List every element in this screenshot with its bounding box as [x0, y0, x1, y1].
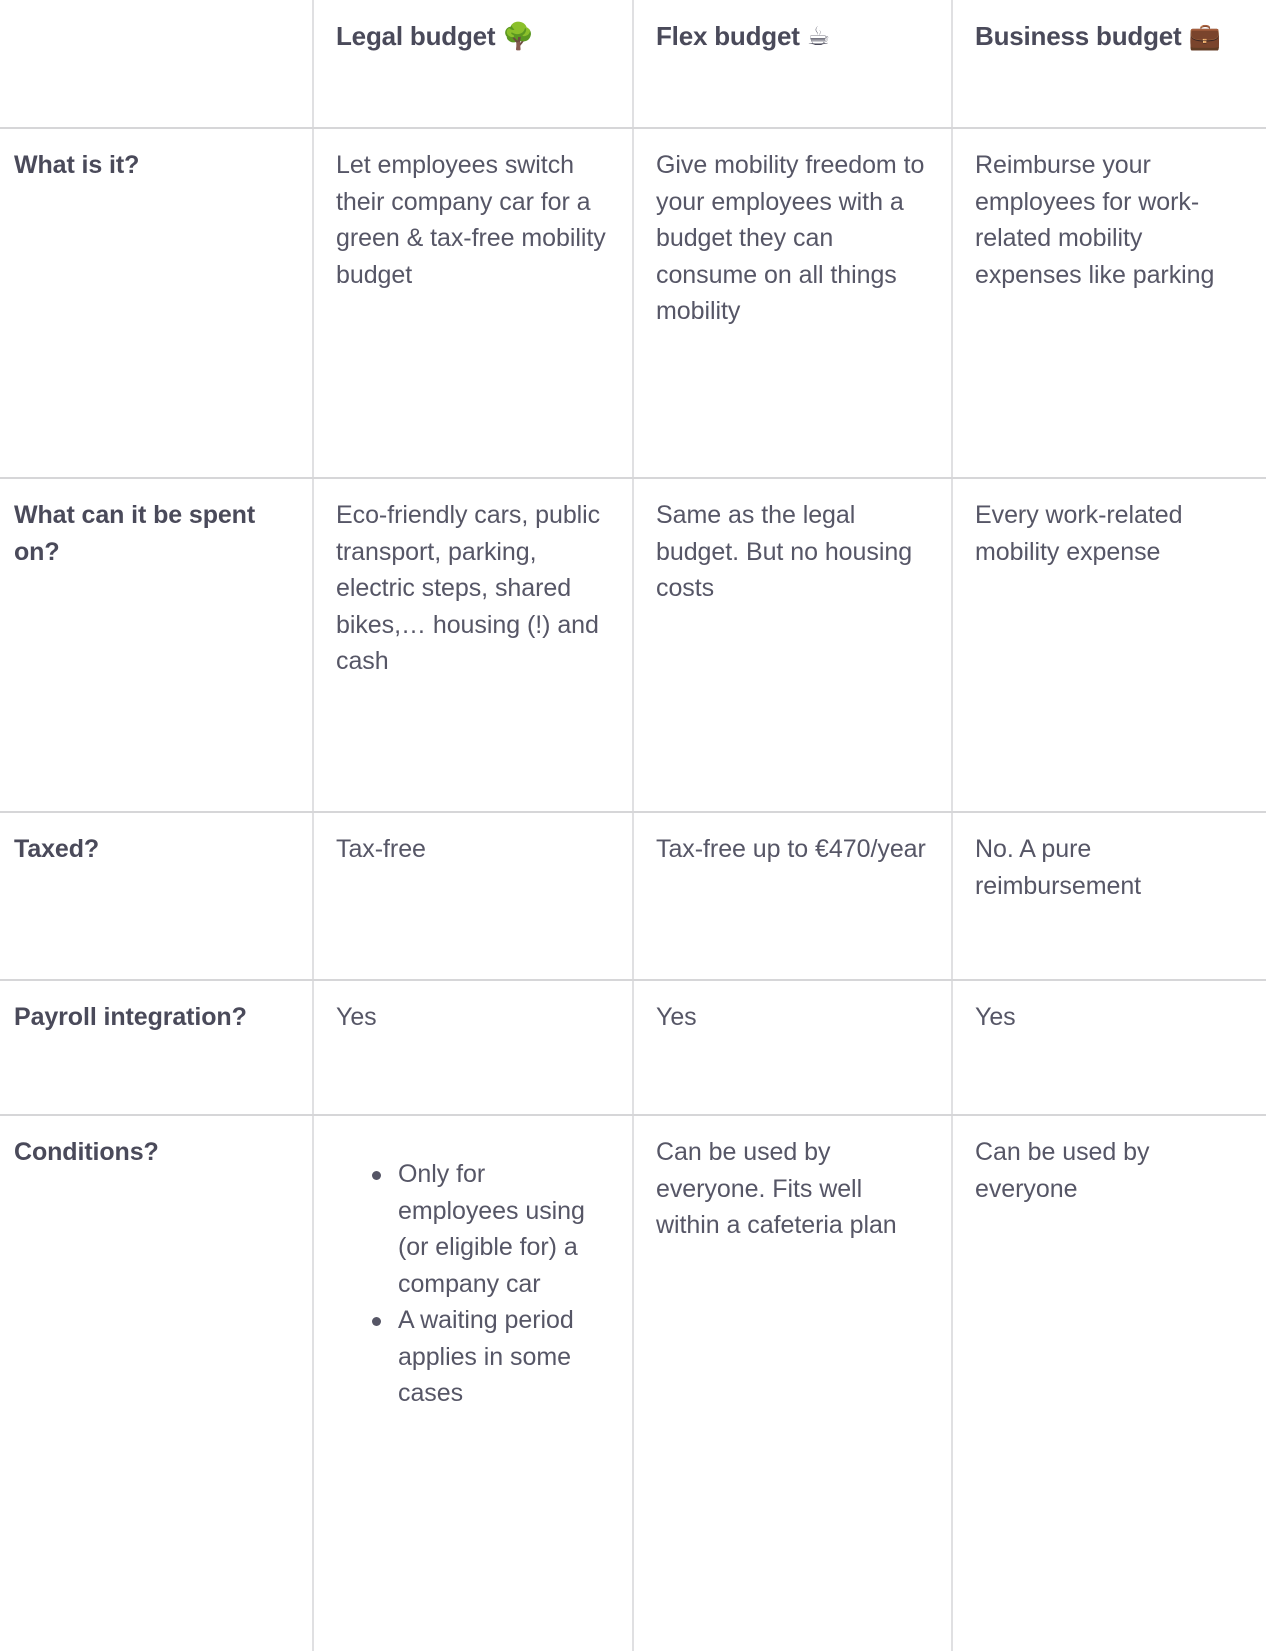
cell-payroll-legal [313, 980, 633, 1115]
row-label-payroll-integration: Payroll integration? [0, 980, 313, 1115]
list-item: Only for employees using (or eligible for) a company car [398, 1156, 610, 1302]
cell-text: Tax-free up to €470/year [656, 835, 926, 863]
cell-text: Every work-related mobility expense [975, 501, 1183, 566]
conditions-bullet-list [336, 1156, 610, 1412]
cell-spent-on-legal [313, 478, 633, 812]
header-label-business-budget: Business budget [975, 21, 1182, 51]
header-label-flex-budget: Flex budget [656, 21, 800, 51]
cell-taxed-business [952, 812, 1266, 980]
cell-taxed-flex [633, 812, 952, 980]
cell-taxed-legal [313, 812, 633, 980]
cell-what-is-it-legal [313, 128, 633, 478]
cell-text: Give mobility freedom to your employees with a budget they can consume on all things mobility [656, 151, 925, 325]
row-label-spent-on: What can it be spent on? [0, 478, 313, 812]
cell-text: Let employees switch their company car for a green & tax-free mobility budget [336, 151, 606, 289]
cell-spent-on-business [952, 478, 1266, 812]
cell-text: Eco-friendly cars, public transport, parking, electric steps, shared bikes,… housing (!) and cash [336, 501, 601, 675]
row-label-conditions: Conditions? [0, 1115, 313, 1651]
cell-text: No. A pure reimbursement [975, 835, 1142, 900]
table-row [0, 478, 1266, 812]
header-label-legal-budget: Legal budget [336, 21, 496, 51]
cell-text: Yes [656, 1003, 697, 1031]
cell-text: Tax-free [336, 835, 426, 863]
cell-text: Yes [336, 1003, 377, 1031]
row-label-what-is-it: What is it? [0, 128, 313, 478]
table-row [0, 980, 1266, 1115]
cell-text: Can be used by everyone. Fits well within a cafeteria plan [656, 1138, 897, 1239]
tree-icon: 🌳 [502, 21, 535, 51]
briefcase-icon: 💼 [1188, 21, 1221, 51]
cell-conditions-legal [313, 1115, 633, 1651]
table-header-row [0, 0, 1266, 128]
coffee-cup-icon: ☕ [806, 21, 830, 51]
cell-conditions-business [952, 1115, 1266, 1651]
cell-text: Yes [975, 1003, 1016, 1031]
row-label-taxed: Taxed? [0, 812, 313, 980]
table-row [0, 128, 1266, 478]
header-cell-legal-budget [313, 0, 633, 128]
cell-payroll-business [952, 980, 1266, 1115]
cell-text: Reimburse your employees for work-related mobility expenses like parking [975, 151, 1215, 289]
table-row [0, 1115, 1266, 1651]
cell-what-is-it-business [952, 128, 1266, 478]
header-cell-business-budget [952, 0, 1266, 128]
cell-what-is-it-flex [633, 128, 952, 478]
list-item: A waiting period applies in some cases [398, 1302, 610, 1412]
table-row [0, 812, 1266, 980]
cell-text: Same as the legal budget. But no housing costs [656, 501, 913, 602]
cell-spent-on-flex [633, 478, 952, 812]
cell-text: Can be used by everyone [975, 1138, 1150, 1203]
cell-conditions-flex [633, 1115, 952, 1651]
header-cell-empty [0, 0, 313, 128]
cell-payroll-flex [633, 980, 952, 1115]
header-cell-flex-budget [633, 0, 952, 128]
